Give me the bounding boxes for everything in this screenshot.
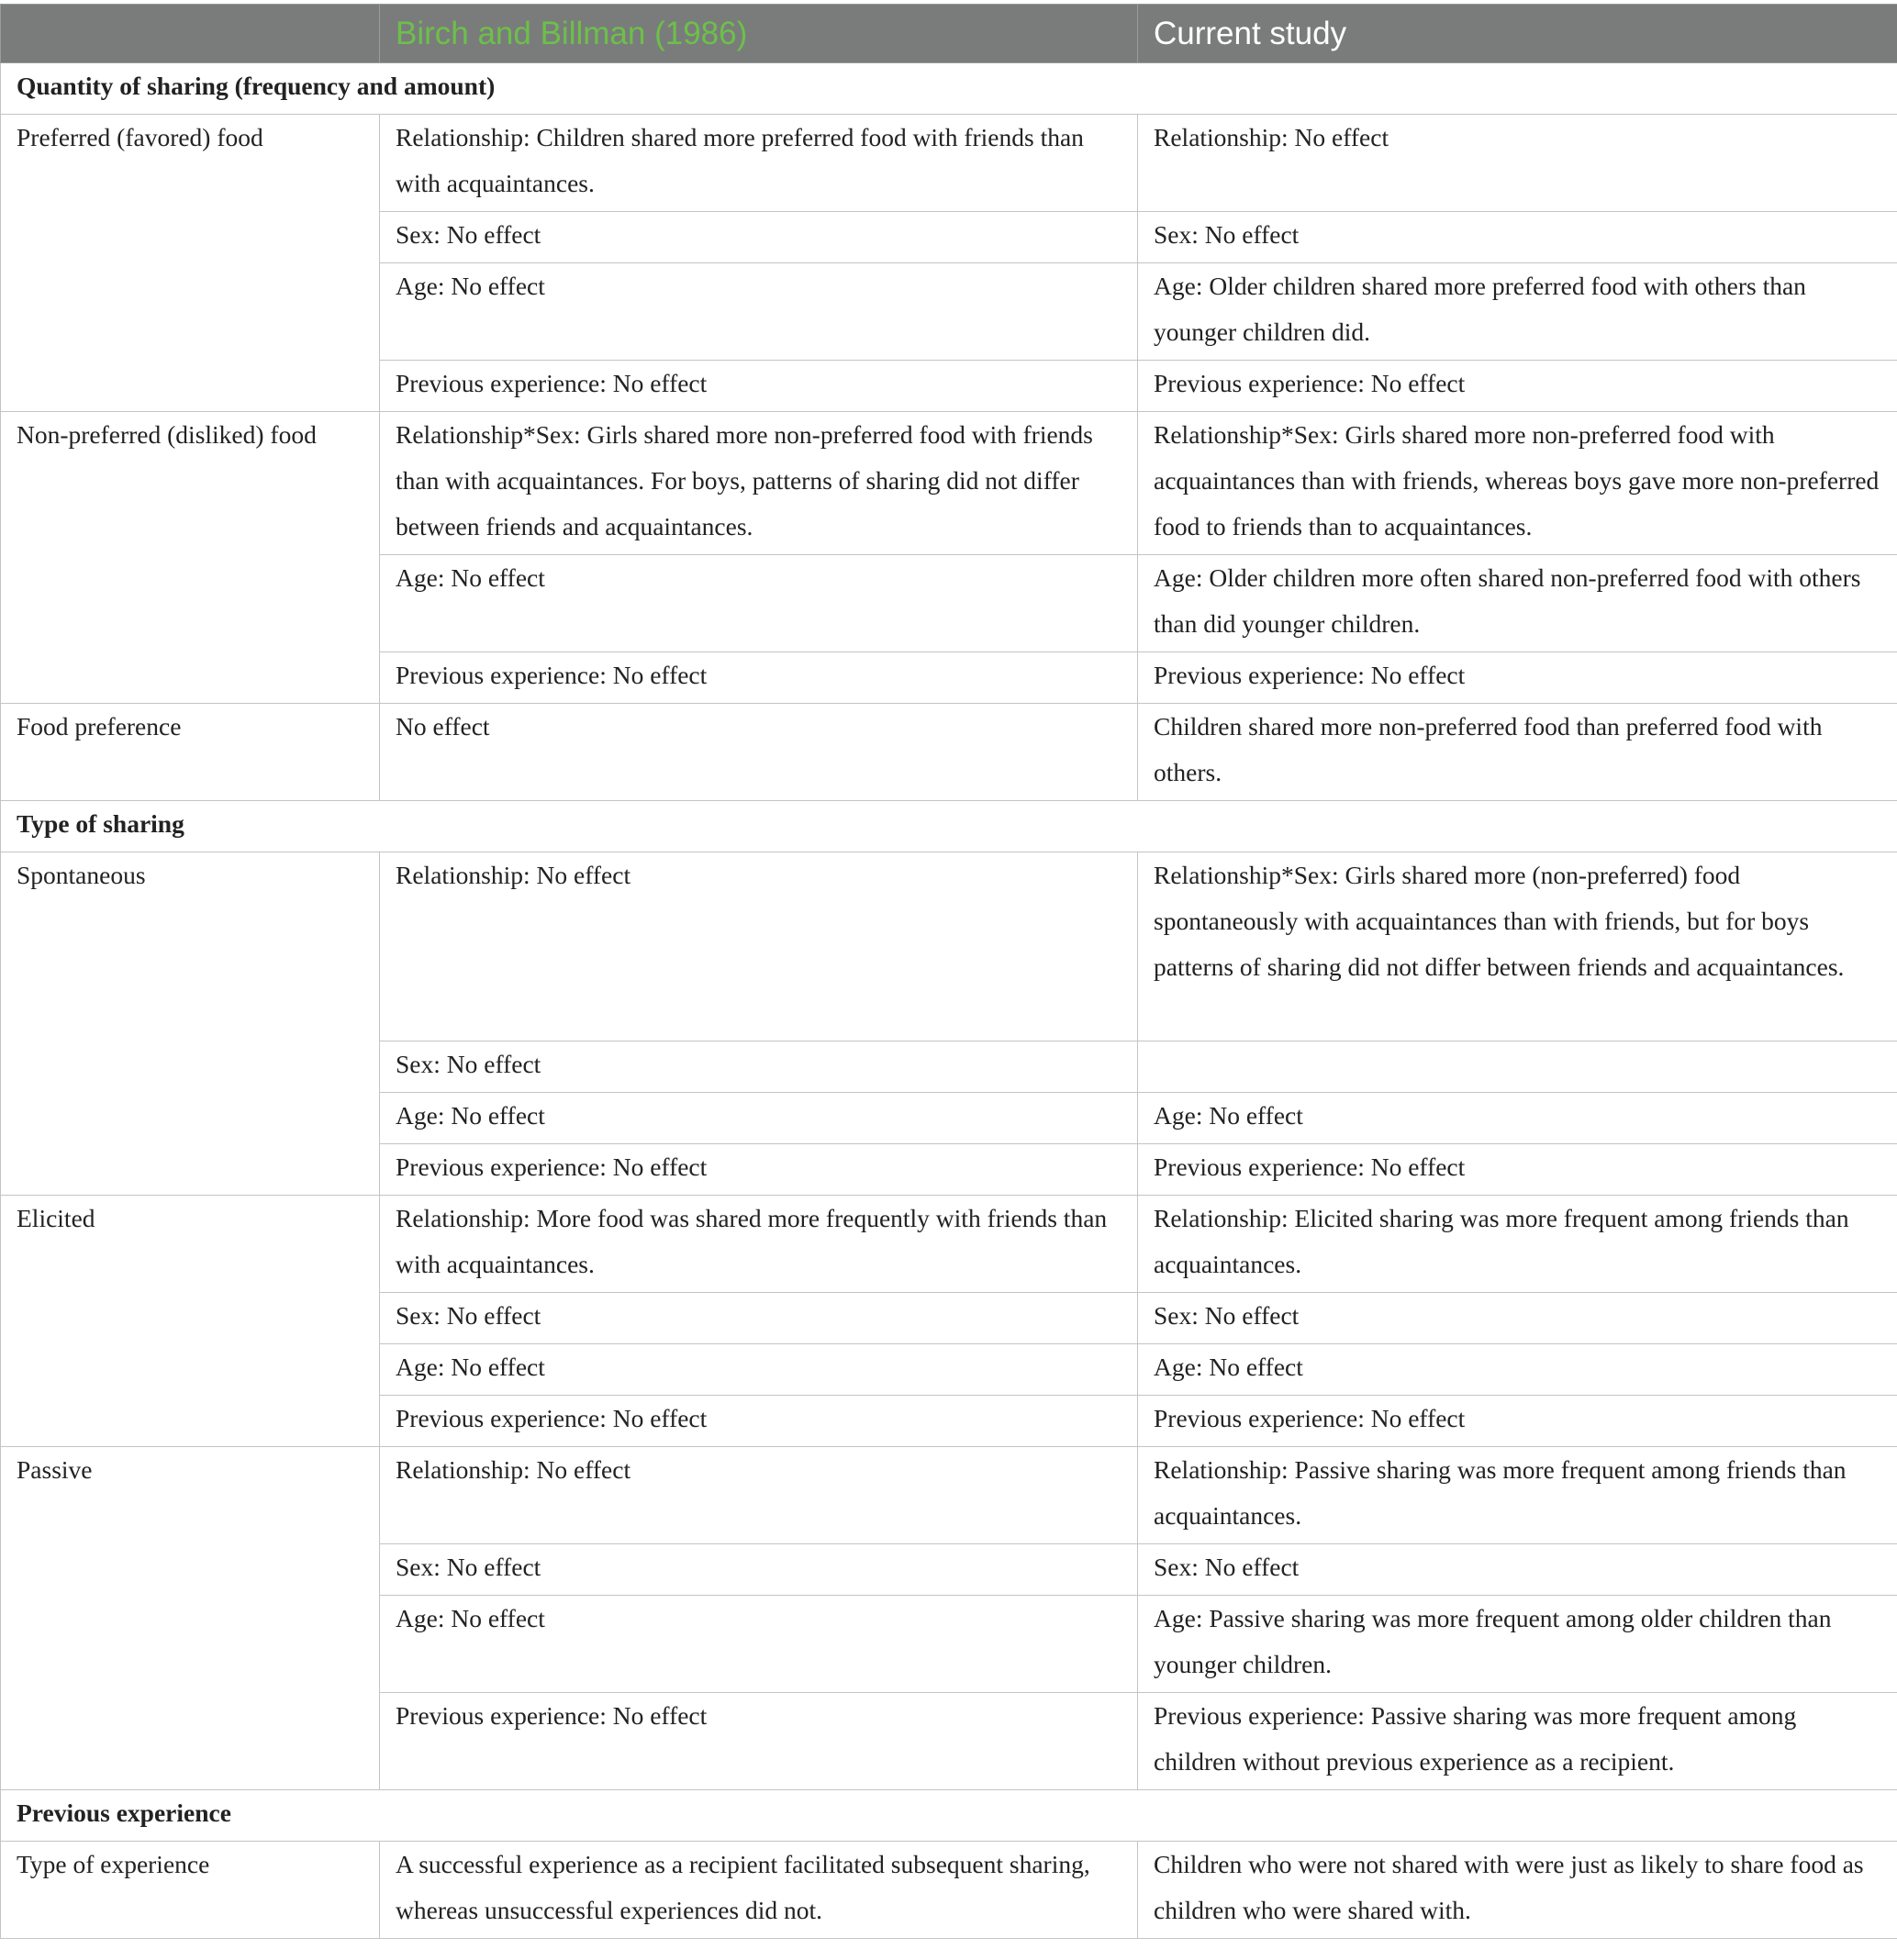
birch-billman-cell: Relationship: More food was shared more frequently with friends than with acquaintances.: [380, 1196, 1138, 1293]
birch-billman-cell: Sex: No effect: [380, 1544, 1138, 1596]
table-row: [1, 704, 1897, 801]
birch-billman-cell: Sex: No effect: [380, 1041, 1138, 1093]
current-study-cell: Previous experience: No effect: [1138, 1396, 1897, 1447]
birch-billman-cell: Relationship: Children shared more preferred food with friends than with acquaintances.: [380, 115, 1138, 212]
table-body: [1, 63, 1897, 1939]
table-row: [1, 1447, 1897, 1544]
section-header-row: [1, 1790, 1897, 1842]
birch-billman-cell: Previous experience: No effect: [380, 1396, 1138, 1447]
current-study-cell: Age: Older children more often shared non-preferred food with others than did younger children.: [1138, 555, 1897, 652]
table-row: [1, 412, 1897, 555]
birch-billman-cell: No effect: [380, 704, 1138, 801]
current-study-cell: Sex: No effect: [1138, 1544, 1897, 1596]
birch-billman-cell: Relationship*Sex: Girls shared more non-preferred food with friends than with acquaintances. For boys, patterns of sharing did not differ between friends and acquaintances.: [380, 412, 1138, 555]
current-study-cell: Children who were not shared with were just as likely to share food as children who were shared with.: [1138, 1842, 1897, 1939]
table-row: [1, 1196, 1897, 1293]
header-row: [1, 5, 1897, 63]
section-title: Previous experience: [1, 1790, 1897, 1842]
table-row: [1, 115, 1897, 212]
current-study-cell: Children shared more non-preferred food than preferred food with others.: [1138, 704, 1897, 801]
row-label: Preferred (favored) food: [1, 115, 380, 412]
section-title: Quantity of sharing (frequency and amount): [1, 63, 1897, 115]
birch-billman-cell: Relationship: No effect: [380, 1447, 1138, 1544]
section-title: Type of sharing: [1, 801, 1897, 852]
current-study-cell: Age: No effect: [1138, 1093, 1897, 1144]
birch-billman-cell: Previous experience: No effect: [380, 1693, 1138, 1790]
birch-billman-cell: Relationship: No effect: [380, 852, 1138, 1041]
birch-billman-cell: Previous experience: No effect: [380, 652, 1138, 704]
header-birch-billman: Birch and Billman (1986): [380, 5, 1138, 63]
current-study-cell: Relationship: No effect: [1138, 115, 1897, 212]
current-study-cell: Previous experience: No effect: [1138, 361, 1897, 412]
current-study-cell: Relationship*Sex: Girls shared more non-preferred food with acquaintances than with friends, whereas boys gave more non-preferred food to friends than to acquaintances.: [1138, 412, 1897, 555]
current-study-cell: Age: Older children shared more preferred food with others than younger children did.: [1138, 263, 1897, 361]
row-label: Food preference: [1, 704, 380, 801]
table-row: [1, 1842, 1897, 1939]
table-header: [1, 5, 1897, 63]
row-label: Spontaneous: [1, 852, 380, 1196]
birch-billman-cell: Age: No effect: [380, 1093, 1138, 1144]
birch-billman-cell: Previous experience: No effect: [380, 1144, 1138, 1196]
row-label: Non-preferred (disliked) food: [1, 412, 380, 704]
section-header-row: [1, 801, 1897, 852]
row-label: Type of experience: [1, 1842, 380, 1939]
current-study-cell: Relationship*Sex: Girls shared more (non-preferred) food spontaneously with acquaintances than with friends, but for boys patterns of sharing did not differ between friends and acquaintances.: [1138, 852, 1897, 1041]
current-study-cell: Relationship: Passive sharing was more frequent among friends than acquaintances.: [1138, 1447, 1897, 1544]
birch-billman-cell: Age: No effect: [380, 263, 1138, 361]
birch-billman-cell: Sex: No effect: [380, 212, 1138, 263]
table-row: [1, 852, 1897, 1041]
row-label: Elicited: [1, 1196, 380, 1447]
header-blank-cell: [1, 5, 380, 63]
current-study-cell: Sex: No effect: [1138, 212, 1897, 263]
birch-billman-cell: Age: No effect: [380, 555, 1138, 652]
row-label: Passive: [1, 1447, 380, 1790]
current-study-cell: Previous experience: No effect: [1138, 652, 1897, 704]
current-study-cell: [1138, 1041, 1897, 1093]
current-study-cell: Previous experience: Passive sharing was more frequent among children without previous experience as a recipient.: [1138, 1693, 1897, 1790]
current-study-cell: Age: No effect: [1138, 1344, 1897, 1396]
header-current-study: Current study: [1138, 5, 1897, 63]
comparison-table: [0, 4, 1897, 1939]
current-study-cell: Relationship: Elicited sharing was more frequent among friends than acquaintances.: [1138, 1196, 1897, 1293]
current-study-cell: Previous experience: No effect: [1138, 1144, 1897, 1196]
birch-billman-cell: Age: No effect: [380, 1596, 1138, 1693]
birch-billman-cell: Previous experience: No effect: [380, 361, 1138, 412]
current-study-cell: Age: Passive sharing was more frequent among older children than younger children.: [1138, 1596, 1897, 1693]
section-header-row: [1, 63, 1897, 115]
current-study-cell: Sex: No effect: [1138, 1293, 1897, 1344]
birch-billman-cell: A successful experience as a recipient facilitated subsequent sharing, whereas unsuccessful experiences did not.: [380, 1842, 1138, 1939]
birch-billman-cell: Age: No effect: [380, 1344, 1138, 1396]
birch-billman-cell: Sex: No effect: [380, 1293, 1138, 1344]
